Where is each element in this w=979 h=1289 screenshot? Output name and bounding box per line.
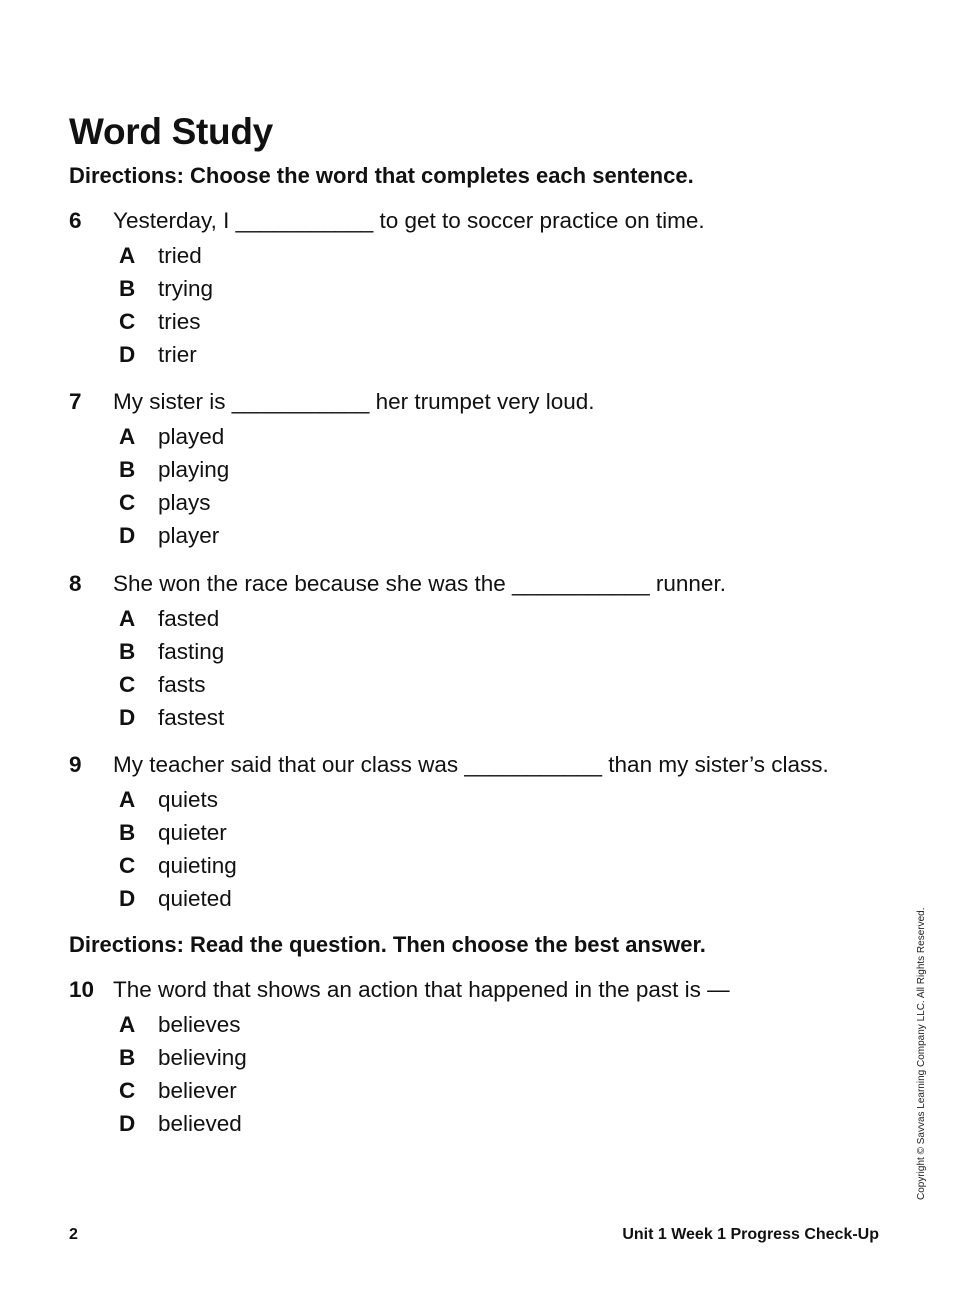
question-text: My sister is ___________ her trumpet very loud.: [113, 389, 595, 414]
choice-letter: D: [119, 1111, 136, 1136]
choice-text: quiets: [158, 787, 219, 812]
choice-letter: A: [119, 424, 136, 449]
answer-choice-d[interactable]: [69, 884, 869, 917]
answer-choice-c[interactable]: [69, 488, 869, 521]
choice-text: tried: [158, 243, 202, 268]
choice-text: fastest: [158, 705, 225, 730]
directions-best-answer: Directions: Read the question. Then choose the best answer.: [69, 932, 706, 957]
answer-choice-b[interactable]: [69, 274, 869, 307]
choice-letter: D: [119, 705, 136, 730]
answer-choice-b[interactable]: [69, 455, 869, 488]
choice-letter: D: [119, 342, 136, 367]
question-number: 9: [69, 752, 82, 777]
choice-text: quieting: [158, 853, 237, 878]
answer-choice-a[interactable]: [69, 785, 869, 818]
choice-letter: B: [119, 1045, 136, 1070]
directions-choose-word: Directions: Choose the word that completes each sentence.: [69, 163, 694, 188]
answer-choice-d[interactable]: [69, 703, 869, 736]
choice-text: player: [158, 523, 220, 548]
choice-letter: C: [119, 672, 136, 697]
question-number: 7: [69, 389, 82, 414]
choice-text: fasts: [158, 672, 206, 697]
choice-text: believed: [158, 1111, 242, 1136]
choice-letter: C: [119, 853, 136, 878]
choice-text: quieted: [158, 886, 232, 911]
copyright-notice: Copyright © Savvas Learning Company LLC. All Rights Reserved.: [916, 907, 927, 1200]
question-text: The word that shows an action that happened in the past is —: [113, 977, 730, 1002]
choice-letter: A: [119, 787, 136, 812]
question-number: 8: [69, 571, 82, 596]
answer-choice-b[interactable]: [69, 1043, 869, 1076]
question-text: My teacher said that our class was ___________ than my sister’s class.: [113, 752, 829, 777]
question-number: 6: [69, 208, 82, 233]
choice-text: believing: [158, 1045, 247, 1070]
choice-text: believes: [158, 1012, 241, 1037]
choice-letter: C: [119, 309, 136, 334]
answer-choice-c[interactable]: [69, 851, 869, 884]
choice-letter: C: [119, 490, 136, 515]
choice-letter: D: [119, 523, 136, 548]
answer-choice-a[interactable]: [69, 422, 869, 455]
choice-letter: A: [119, 243, 136, 268]
answer-choice-a[interactable]: [69, 1010, 869, 1043]
choice-letter: B: [119, 457, 136, 482]
answer-choice-b[interactable]: [69, 637, 869, 670]
choice-text: fasting: [158, 639, 225, 664]
choice-letter: B: [119, 639, 136, 664]
answer-choice-d[interactable]: [69, 1109, 869, 1142]
answer-choice-a[interactable]: [69, 604, 869, 637]
choice-letter: C: [119, 1078, 136, 1103]
answer-choice-d[interactable]: [69, 521, 869, 554]
choice-letter: A: [119, 606, 136, 631]
answer-choice-c[interactable]: [69, 1076, 869, 1109]
answer-choice-a[interactable]: [69, 241, 869, 274]
choice-text: quieter: [158, 820, 227, 845]
page-title: Word Study: [69, 111, 273, 152]
question-number: 10: [69, 977, 95, 1002]
question-6: [69, 206, 869, 373]
question-8: [69, 569, 869, 736]
choice-letter: B: [119, 276, 136, 301]
answer-choice-c[interactable]: [69, 670, 869, 703]
choice-text: playing: [158, 457, 230, 482]
choice-letter: D: [119, 886, 136, 911]
answer-choice-d[interactable]: [69, 340, 869, 373]
choice-text: plays: [158, 490, 211, 515]
answer-choice-b[interactable]: [69, 818, 869, 851]
choice-text: believer: [158, 1078, 237, 1103]
footer-title: Unit 1 Week 1 Progress Check-Up: [622, 1226, 879, 1243]
page-number: 2: [69, 1226, 78, 1243]
question-text: She won the race because she was the ___________ runner.: [113, 571, 726, 596]
choice-text: tries: [158, 309, 201, 334]
choice-text: trying: [158, 276, 214, 301]
answer-choice-c[interactable]: [69, 307, 869, 340]
question-text: Yesterday, I ___________ to get to soccer practice on time.: [113, 208, 705, 233]
choice-letter: B: [119, 820, 136, 845]
choice-text: trier: [158, 342, 197, 367]
choice-letter: A: [119, 1012, 136, 1037]
choice-text: played: [158, 424, 225, 449]
question-10: [69, 975, 869, 1142]
question-9: [69, 750, 869, 917]
choice-text: fasted: [158, 606, 220, 631]
question-7: [69, 387, 869, 554]
